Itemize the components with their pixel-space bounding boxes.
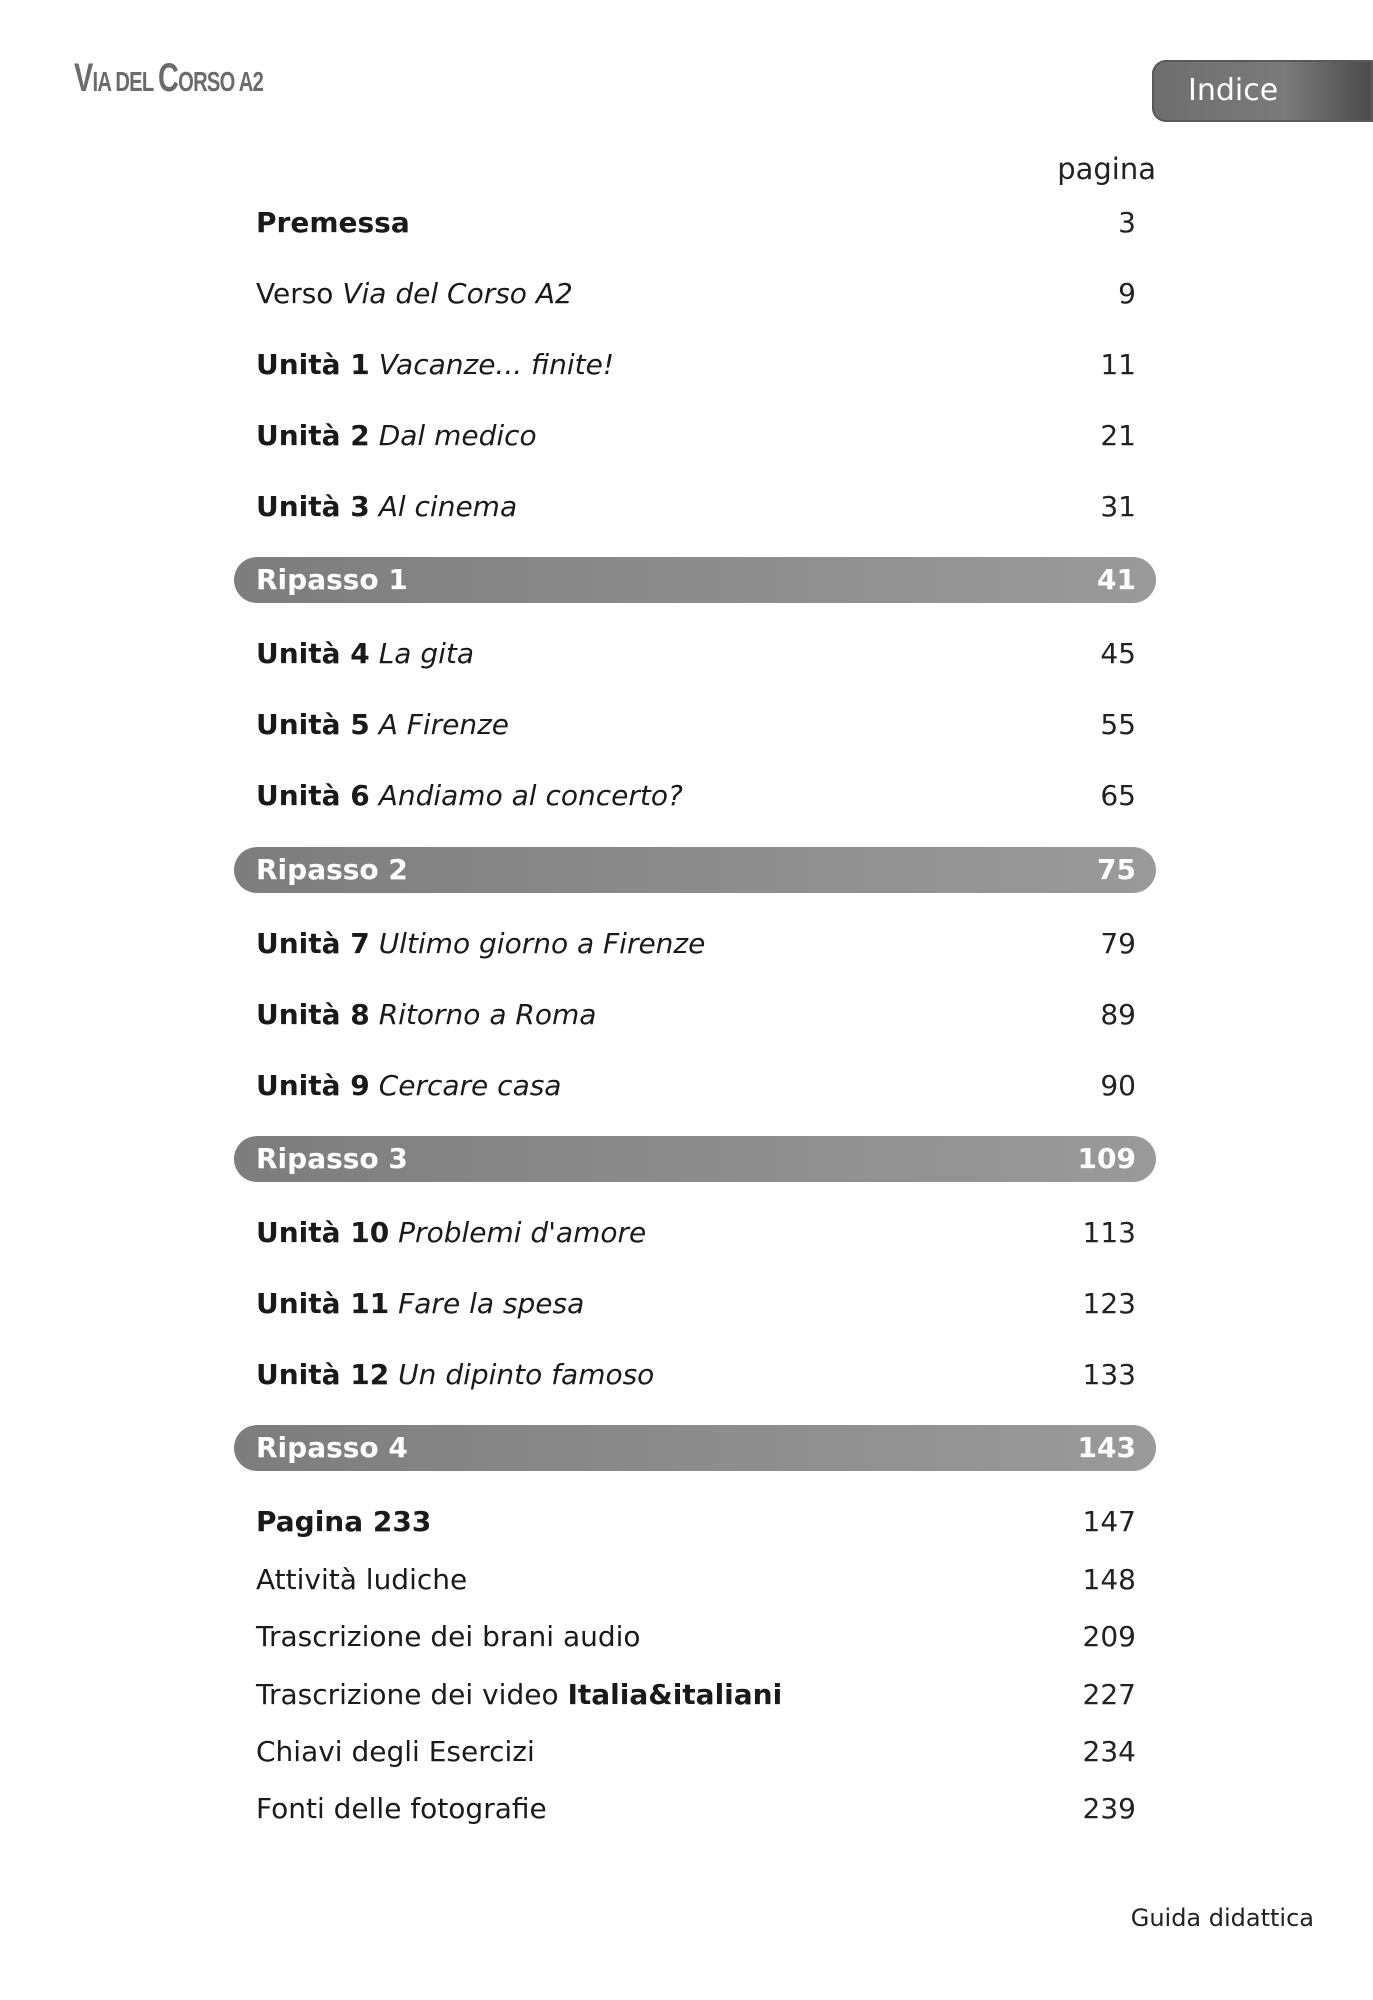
entry-label <box>256 705 509 745</box>
ripasso-page-number: 109 <box>1077 1142 1136 1175</box>
unit-title: Dal medico <box>378 419 537 452</box>
page-number: 133 <box>1082 1358 1136 1391</box>
page-number: 21 <box>1100 419 1136 452</box>
unit-number: Unità 8 <box>256 998 370 1031</box>
entry-prefix: Verso <box>256 277 343 310</box>
toc-row-unit-11 <box>256 1284 1136 1324</box>
entry-title: Premessa <box>256 206 410 239</box>
toc-row-appendix-6 <box>256 1732 1136 1772</box>
entry-title: Fonti delle fotografie <box>256 1792 547 1825</box>
page-number: 79 <box>1100 927 1136 960</box>
toc-row-unit-2 <box>256 416 1136 456</box>
unit-title: Andiamo al concerto? <box>378 779 683 812</box>
brand-text-via-del: IA DEL <box>92 66 159 97</box>
unit-number: Unità 3 <box>256 490 370 523</box>
unit-number: Unità 9 <box>256 1069 370 1102</box>
unit-title: Ritorno a Roma <box>378 998 597 1031</box>
unit-title: Un dipinto famoso <box>398 1358 655 1391</box>
book-title-logo <box>74 58 263 98</box>
indice-tab <box>1152 60 1373 122</box>
brand-initial-v: V <box>74 56 93 100</box>
page-number: 113 <box>1082 1216 1136 1249</box>
entry-label <box>256 1789 547 1829</box>
footer-text: Guida didattica <box>1130 1904 1314 1932</box>
unit-number: Unità 11 <box>256 1287 390 1320</box>
toc-row-unit-8 <box>256 995 1136 1035</box>
entry-title: Italia&italiani <box>567 1678 783 1711</box>
toc-row-section-1 <box>256 203 1136 243</box>
unit-number: Unità 10 <box>256 1216 390 1249</box>
toc-row-unit-6 <box>256 776 1136 816</box>
page-column-header: pagina <box>1057 152 1156 186</box>
unit-number: Unità 2 <box>256 419 370 452</box>
page-number: 234 <box>1082 1735 1136 1768</box>
unit-title: Problemi d'amore <box>398 1216 647 1249</box>
toc-row-unit-3 <box>256 487 1136 527</box>
page-number: 227 <box>1082 1678 1136 1711</box>
unit-number: Unità 5 <box>256 708 370 741</box>
page-number: 55 <box>1100 708 1136 741</box>
entry-label <box>256 1355 654 1395</box>
unit-number: Unità 4 <box>256 637 370 670</box>
page-number: 123 <box>1082 1287 1136 1320</box>
toc-row-unit-9 <box>256 1066 1136 1106</box>
toc-row-unit-1 <box>256 345 1136 385</box>
ripasso-page-number: 41 <box>1097 563 1136 596</box>
ripasso-page-number: 75 <box>1097 853 1136 886</box>
page-number: 90 <box>1100 1069 1136 1102</box>
page-number: 45 <box>1100 637 1136 670</box>
page-number: 209 <box>1082 1620 1136 1653</box>
entry-label <box>256 1502 431 1542</box>
entry-label <box>256 1213 646 1253</box>
entry-label <box>256 1284 584 1324</box>
page-number: 89 <box>1100 998 1136 1031</box>
entry-label <box>256 995 596 1035</box>
entry-label <box>256 1617 641 1657</box>
unit-title: Cercare casa <box>378 1069 562 1102</box>
entry-label <box>256 1560 467 1600</box>
toc-row-unit-10 <box>256 1213 1136 1253</box>
toc-row-section-2 <box>256 1502 1136 1542</box>
unit-number: Unità 6 <box>256 779 370 812</box>
entry-label <box>256 416 537 456</box>
entry-prefix: Trascrizione dei video <box>256 1678 568 1711</box>
entry-title: Trascrizione dei brani audio <box>256 1620 641 1653</box>
toc-row-unit-5 <box>256 705 1136 745</box>
toc-row-verso <box>256 274 1136 314</box>
entry-title: Attività ludiche <box>256 1563 468 1596</box>
ripasso-bar-4 <box>234 1425 1156 1471</box>
unit-number: Unità 1 <box>256 348 370 381</box>
entry-label <box>256 634 474 674</box>
page-number: 11 <box>1100 348 1136 381</box>
entry-label <box>256 487 517 527</box>
toc-row-unit-12 <box>256 1355 1136 1395</box>
page-number: 148 <box>1082 1563 1136 1596</box>
entry-title: Chiavi degli Esercizi <box>256 1735 535 1768</box>
page-number: 3 <box>1118 206 1136 239</box>
toc-row-appendix-7 <box>256 1789 1136 1829</box>
toc-row-appendix-4 <box>256 1617 1136 1657</box>
page-number: 147 <box>1082 1505 1136 1538</box>
page-number: 31 <box>1100 490 1136 523</box>
brand-text-orso-a2: ORSO A2 <box>178 66 264 97</box>
brand-initial-c: C <box>158 56 179 100</box>
ripasso-label: Ripasso 2 <box>256 853 408 886</box>
unit-title: Fare la spesa <box>398 1287 585 1320</box>
unit-title: Al cinema <box>378 490 518 523</box>
unit-title: Ultimo giorno a Firenze <box>378 927 706 960</box>
toc-row-unit-4 <box>256 634 1136 674</box>
ripasso-label: Ripasso 1 <box>256 563 408 596</box>
unit-title: A Firenze <box>378 708 510 741</box>
ripasso-label: Ripasso 3 <box>256 1142 408 1175</box>
unit-number: Unità 7 <box>256 927 370 960</box>
unit-title: Vacanze... finite! <box>378 348 615 381</box>
entry-label <box>256 1066 561 1106</box>
page-number: 65 <box>1100 779 1136 812</box>
toc-row-unit-7 <box>256 924 1136 964</box>
ripasso-page-number: 143 <box>1077 1431 1136 1464</box>
entry-label <box>256 776 683 816</box>
entry-label <box>256 1675 782 1715</box>
unit-title: La gita <box>378 637 475 670</box>
toc-row-appendix-3 <box>256 1560 1136 1600</box>
entry-title: Pagina 233 <box>256 1505 432 1538</box>
entry-label <box>256 345 614 385</box>
page-number: 239 <box>1082 1792 1136 1825</box>
ripasso-bar-3 <box>234 1136 1156 1182</box>
page-number: 9 <box>1118 277 1136 310</box>
unit-number: Unità 12 <box>256 1358 390 1391</box>
entry-label <box>256 1732 535 1772</box>
ripasso-label: Ripasso 4 <box>256 1431 408 1464</box>
entry-label <box>256 924 705 964</box>
entry-label <box>256 203 410 243</box>
ripasso-bar-1 <box>234 557 1156 603</box>
ripasso-bar-2 <box>234 847 1156 893</box>
entry-title: Via del Corso A2 <box>342 277 573 310</box>
entry-label <box>256 274 573 314</box>
indice-tab-label: Indice <box>1188 73 1279 108</box>
toc-row-appendix-5 <box>256 1675 1136 1715</box>
